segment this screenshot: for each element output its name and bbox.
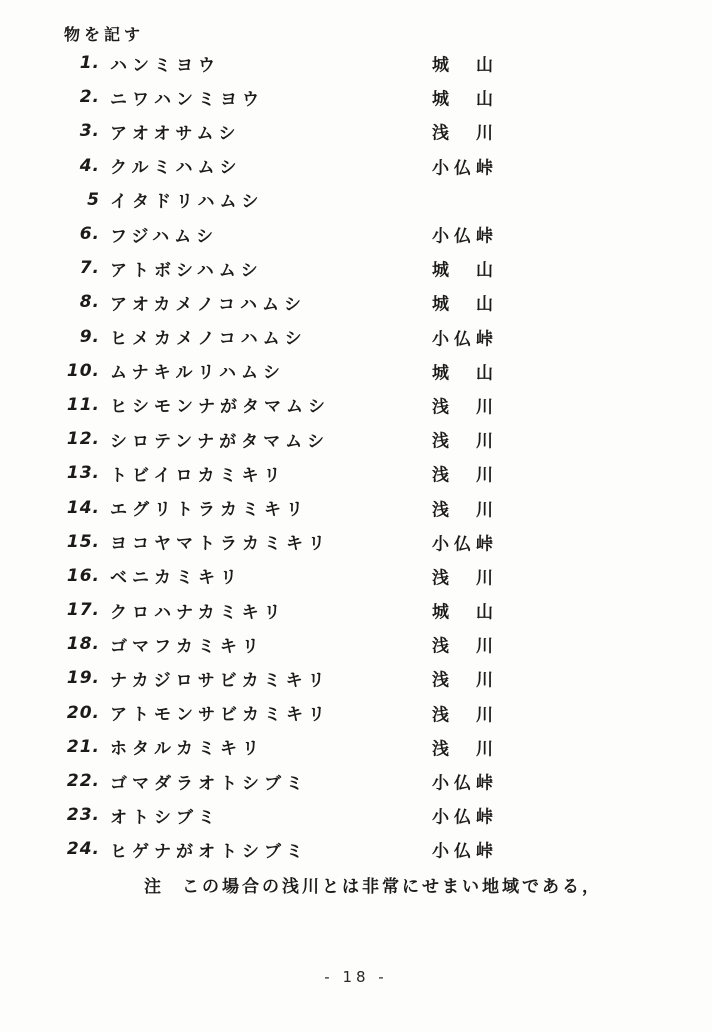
species-name: クロハナカミキリ (110, 602, 286, 623)
species-row (0, 764, 712, 798)
footnote (144, 872, 602, 897)
row-number: 17. (66, 600, 100, 621)
location-name: 浅 川 (432, 500, 498, 521)
species-row (0, 627, 712, 661)
species-name: ヒシモンナがタマムシ (110, 397, 330, 418)
species-name: エグリトラカミキリ (110, 500, 308, 521)
location-name: 浅 川 (432, 465, 498, 486)
species-row (0, 422, 712, 456)
row-number: 19. (66, 668, 100, 689)
location-name: 浅 川 (432, 397, 498, 418)
species-name: アトモンサビカミキリ (110, 705, 330, 726)
species-name: アオオサムシ (110, 123, 241, 144)
footnote-label: 注 (144, 877, 164, 897)
row-number: 20. (66, 702, 100, 723)
page-number: - 18 - (324, 968, 388, 986)
location-name: 小仏峠 (432, 158, 498, 179)
row-number: 1. (79, 53, 100, 74)
species-name: ベニカミキリ (110, 568, 242, 589)
row-number: 10. (66, 360, 100, 381)
row-number: 2. (79, 87, 100, 108)
species-row (0, 525, 712, 559)
location-name: 浅 川 (432, 739, 498, 760)
location-name: 城 山 (432, 294, 498, 315)
row-number: 15. (66, 531, 100, 552)
row-number: 8. (79, 292, 100, 313)
location-name: 城 山 (432, 260, 498, 281)
location-name: 浅 川 (432, 123, 498, 144)
species-row (0, 183, 712, 217)
species-row (0, 46, 712, 80)
species-name: イタドリハムシ (110, 192, 264, 213)
species-row (0, 798, 712, 832)
species-row (0, 114, 712, 148)
species-row (0, 730, 712, 764)
location-name: 城 山 (432, 602, 498, 623)
location-name: 浅 川 (432, 670, 498, 691)
species-name: ムナキルリハムシ (110, 363, 285, 384)
species-name: オトシブミ (110, 807, 220, 828)
species-name: アトボシハムシ (110, 260, 263, 281)
species-row (0, 320, 712, 354)
species-name: ゴマフカミキリ (110, 636, 264, 657)
species-row (0, 593, 712, 627)
row-number: 11. (66, 394, 100, 415)
location-name: 城 山 (432, 55, 498, 76)
location-name: 浅 川 (432, 431, 498, 452)
species-name: フジハムシ (110, 226, 219, 247)
location-name: 小仏峠 (432, 841, 498, 862)
location-name: 浅 川 (432, 636, 498, 657)
location-name: 小仏峠 (432, 534, 498, 555)
location-name: 城 山 (432, 89, 498, 110)
species-name: トビイロカミキリ (110, 465, 286, 486)
location-name: 小仏峠 (432, 773, 498, 794)
species-row (0, 354, 712, 388)
species-row (0, 285, 712, 319)
row-number: 22. (66, 771, 100, 792)
species-name: ナカジロサビカミキリ (110, 670, 330, 691)
row-number: 16. (66, 565, 100, 586)
page-header-text: 物を記す (64, 25, 145, 44)
location-name: 小仏峠 (432, 807, 498, 828)
species-name: ホタルカミキリ (110, 739, 264, 760)
species-row (0, 559, 712, 593)
species-name: ヨコヤマトラカミキリ (110, 534, 330, 555)
row-number: 24. (66, 839, 100, 860)
species-name: アオカメノコハムシ (110, 294, 306, 315)
location-name: 城 山 (432, 363, 498, 384)
row-number: 5 (87, 189, 100, 210)
species-name: ヒメカメノコハムシ (110, 329, 307, 350)
species-name: ニワハンミヨウ (110, 89, 264, 110)
location-name: 浅 川 (432, 705, 498, 726)
location-name: 浅 川 (432, 568, 498, 589)
species-name: シロテンナがタマムシ (110, 431, 330, 452)
row-number: 18. (66, 634, 100, 655)
row-number: 6. (79, 224, 100, 245)
species-name: ハンミヨウ (110, 55, 220, 76)
row-number: 4. (79, 155, 100, 176)
species-row (0, 696, 712, 730)
row-number: 12. (66, 429, 100, 450)
row-number: 7. (79, 258, 100, 279)
species-row (0, 217, 712, 251)
row-number: 9. (79, 326, 100, 347)
species-row (0, 80, 712, 114)
species-row (0, 149, 712, 183)
species-name: クルミハムシ (110, 158, 242, 179)
location-name: 小仏峠 (432, 329, 498, 350)
footnote-text: この場合の浅川とは非常にせまい地域である， (182, 877, 602, 897)
location-name: 小仏峠 (432, 226, 498, 247)
species-row (0, 388, 712, 422)
species-list (0, 46, 712, 867)
row-number: 13. (66, 463, 100, 484)
species-name: ゴマダラオトシブミ (110, 773, 308, 794)
species-row (0, 832, 712, 866)
row-number: 21. (66, 736, 100, 757)
row-number: 23. (66, 805, 100, 826)
row-number: 3. (79, 121, 100, 142)
species-row (0, 251, 712, 285)
species-row (0, 490, 712, 524)
species-row (0, 661, 712, 695)
species-name: ヒゲナがオトシブミ (110, 841, 308, 862)
species-row (0, 456, 712, 490)
row-number: 14. (66, 497, 100, 518)
